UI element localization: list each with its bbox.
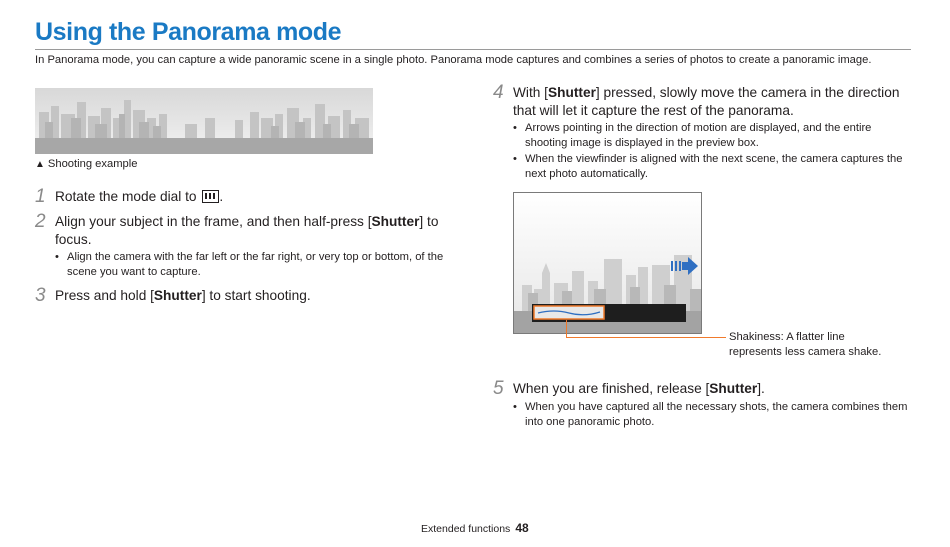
step-text: With [Shutter] pressed, slowly move the camera in the direction that will let it capture the rest of the panorama. <box>513 85 900 118</box>
step-text: Rotate the mode dial to . <box>55 189 224 204</box>
shakiness-callout: Shakiness: A flatter line represents less camera shake. <box>729 331 882 358</box>
callout-connector <box>566 320 567 338</box>
step-number: 2 <box>35 211 46 232</box>
step-text: Press and hold [Shutter] to start shooting. <box>55 288 311 303</box>
shooting-example-image <box>35 88 373 154</box>
step-number: 5 <box>493 378 504 399</box>
page-title: Using the Panorama mode <box>35 18 342 46</box>
triangle-icon: ▲ <box>35 159 45 170</box>
intro-text: In Panorama mode, you can capture a wide panoramic scene in a single photo. Panorama mode captures and combines a series of photos to create a panoramic image. <box>35 54 872 66</box>
panorama-preview-screen <box>513 192 702 334</box>
step-text: When you are finished, release [Shutter]. <box>513 381 765 396</box>
page-number: 48 <box>515 521 529 535</box>
footer-section: Extended functions <box>421 523 511 535</box>
title-rule <box>35 49 911 50</box>
step-number: 1 <box>35 186 46 207</box>
page-footer <box>421 521 529 535</box>
image-caption: ▲ Shooting example <box>35 158 138 170</box>
callout-connector-horizontal <box>566 337 726 338</box>
step-text: Align your subject in the frame, and then half-press [Shutter] to focus. <box>55 214 439 247</box>
step-number: 3 <box>35 285 46 306</box>
panorama-mode-icon <box>202 190 219 203</box>
step-number: 4 <box>493 82 504 103</box>
preview-skyline-image <box>514 193 702 334</box>
